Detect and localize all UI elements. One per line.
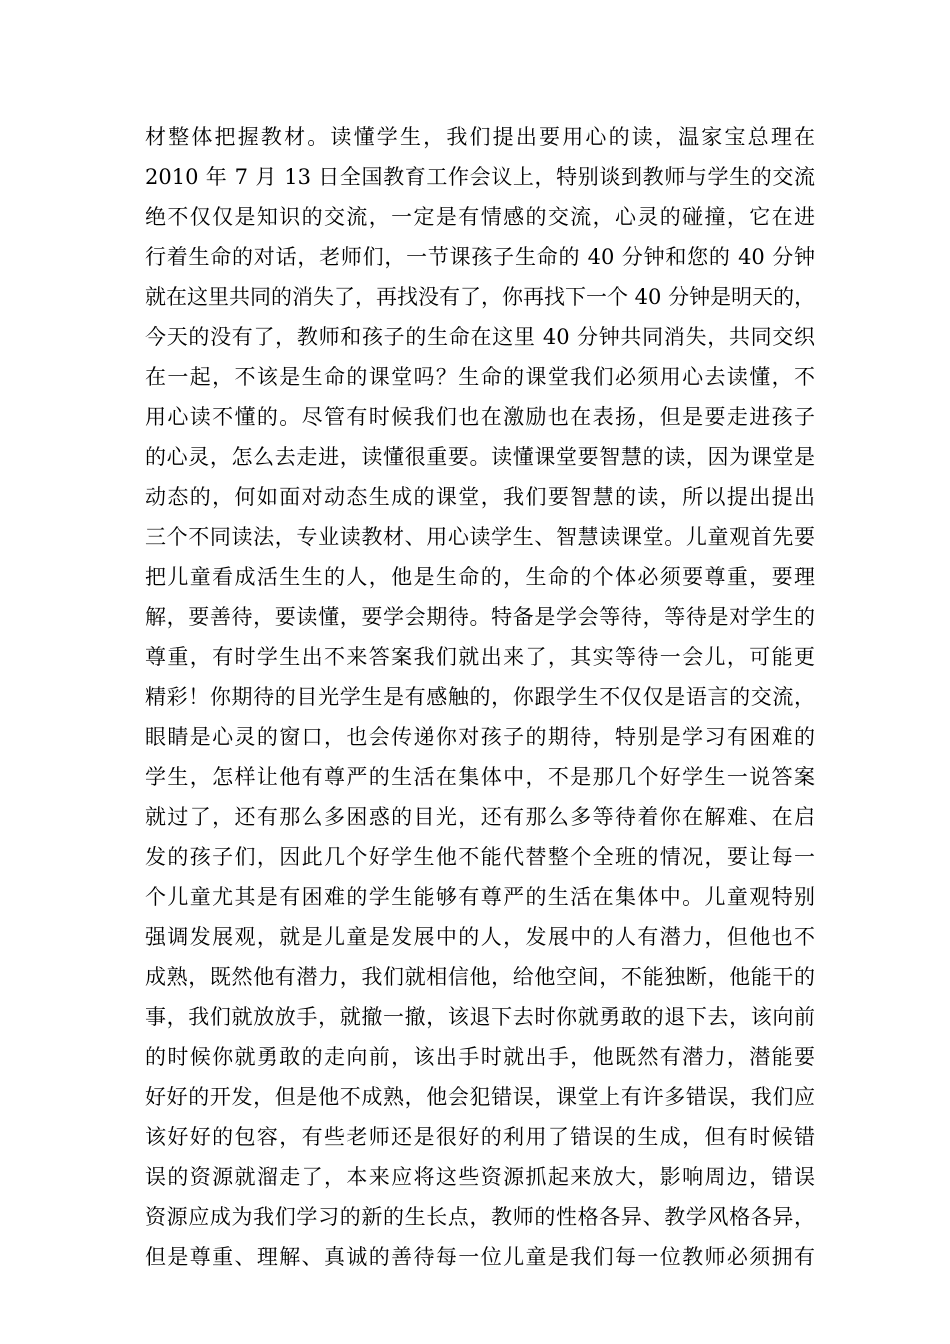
text-line-28: 资源应成为我们学习的新的生长点，教师的性格各异、教学风格各异，: [145, 1205, 815, 1229]
text-line-5: 就在这里共同的消失了，再找没有了，你再找下一个 40 分钟是明天的，: [145, 285, 815, 309]
text-line-7: 在一起，不该是生命的课堂吗？生命的课堂我们必须用心去读懂，不: [145, 365, 815, 389]
text-line-13: 解，要善待，要读懂，要学会期待。特备是学会等待，等待是对学生的: [145, 605, 815, 629]
text-line-17: 学生，怎样让他有尊严的生活在集体中，不是那几个好学生一说答案: [145, 765, 815, 789]
text-line-21: 强调发展观，就是儿童是发展中的人，发展中的人有潜力，但他也不: [145, 925, 815, 949]
text-line-8: 用心读不懂的。尽管有时候我们也在激励也在表扬，但是要走进孩子: [145, 405, 815, 429]
text-line-9: 的心灵，怎么去走进，读懂很重要。读懂课堂要智慧的读，因为课堂是: [145, 445, 815, 469]
text-line-15: 精彩！你期待的目光学生是有感触的，你跟学生不仅仅是语言的交流，: [145, 685, 815, 709]
text-line-10: 动态的，何如面对动态生成的课堂，我们要智慧的读，所以提出提出: [145, 485, 815, 509]
text-line-16: 眼睛是心灵的窗口，也会传递你对孩子的期待，特别是学习有困难的: [145, 725, 815, 749]
text-line-6: 今天的没有了，教师和孩子的生命在这里 40 分钟共同消失，共同交织: [145, 325, 815, 349]
text-line-25: 好好的开发，但是他不成熟，他会犯错误，课堂上有许多错误，我们应: [145, 1085, 815, 1109]
text-line-29: 但是尊重、理解、真诚的善待每一位儿童是我们每一位教师必须拥有: [145, 1245, 815, 1269]
text-line-4: 行着生命的对话，老师们，一节课孩子生命的 40 分钟和您的 40 分钟: [145, 245, 815, 269]
text-line-2: 2010 年 7 月 13 日全国教育工作会议上，特别谈到教师与学生的交流: [145, 165, 815, 189]
text-line-11: 三个不同读法，专业读教材、用心读学生、智慧读课堂。儿童观首先要: [145, 525, 815, 549]
body-text: [145, 117, 815, 1277]
text-line-26: 该好好的包容，有些老师还是很好的利用了错误的生成，但有时候错: [145, 1125, 815, 1149]
text-line-3: 绝不仅仅是知识的交流，一定是有情感的交流，心灵的碰撞，它在进: [145, 205, 815, 229]
text-line-20: 个儿童尤其是有困难的学生能够有尊严的生活在集体中。儿童观特别: [145, 885, 815, 909]
text-line-22: 成熟，既然他有潜力，我们就相信他，给他空间，不能独断，他能干的: [145, 965, 815, 989]
text-line-12: 把儿童看成活生生的人，他是生命的，生命的个体必须要尊重，要理: [145, 565, 815, 589]
text-line-24: 的时候你就勇敢的走向前，该出手时就出手，他既然有潜力，潜能要: [145, 1045, 815, 1069]
text-line-27: 误的资源就溜走了，本来应将这些资源抓起来放大，影响周边，错误: [145, 1165, 815, 1189]
text-line-14: 尊重，有时学生出不来答案我们就出来了，其实等待一会儿，可能更: [145, 645, 815, 669]
text-line-1: 材整体把握教材。读懂学生，我们提出要用心的读，温家宝总理在: [145, 125, 815, 149]
text-line-19: 发的孩子们，因此几个好学生他不能代替整个全班的情况，要让每一: [145, 845, 815, 869]
text-line-18: 就过了，还有那么多困惑的目光，还有那么多等待着你在解难、在启: [145, 805, 815, 829]
text-line-23: 事，我们就放放手，就撤一撤，该退下去时你就勇敢的退下去，该向前: [145, 1005, 815, 1029]
